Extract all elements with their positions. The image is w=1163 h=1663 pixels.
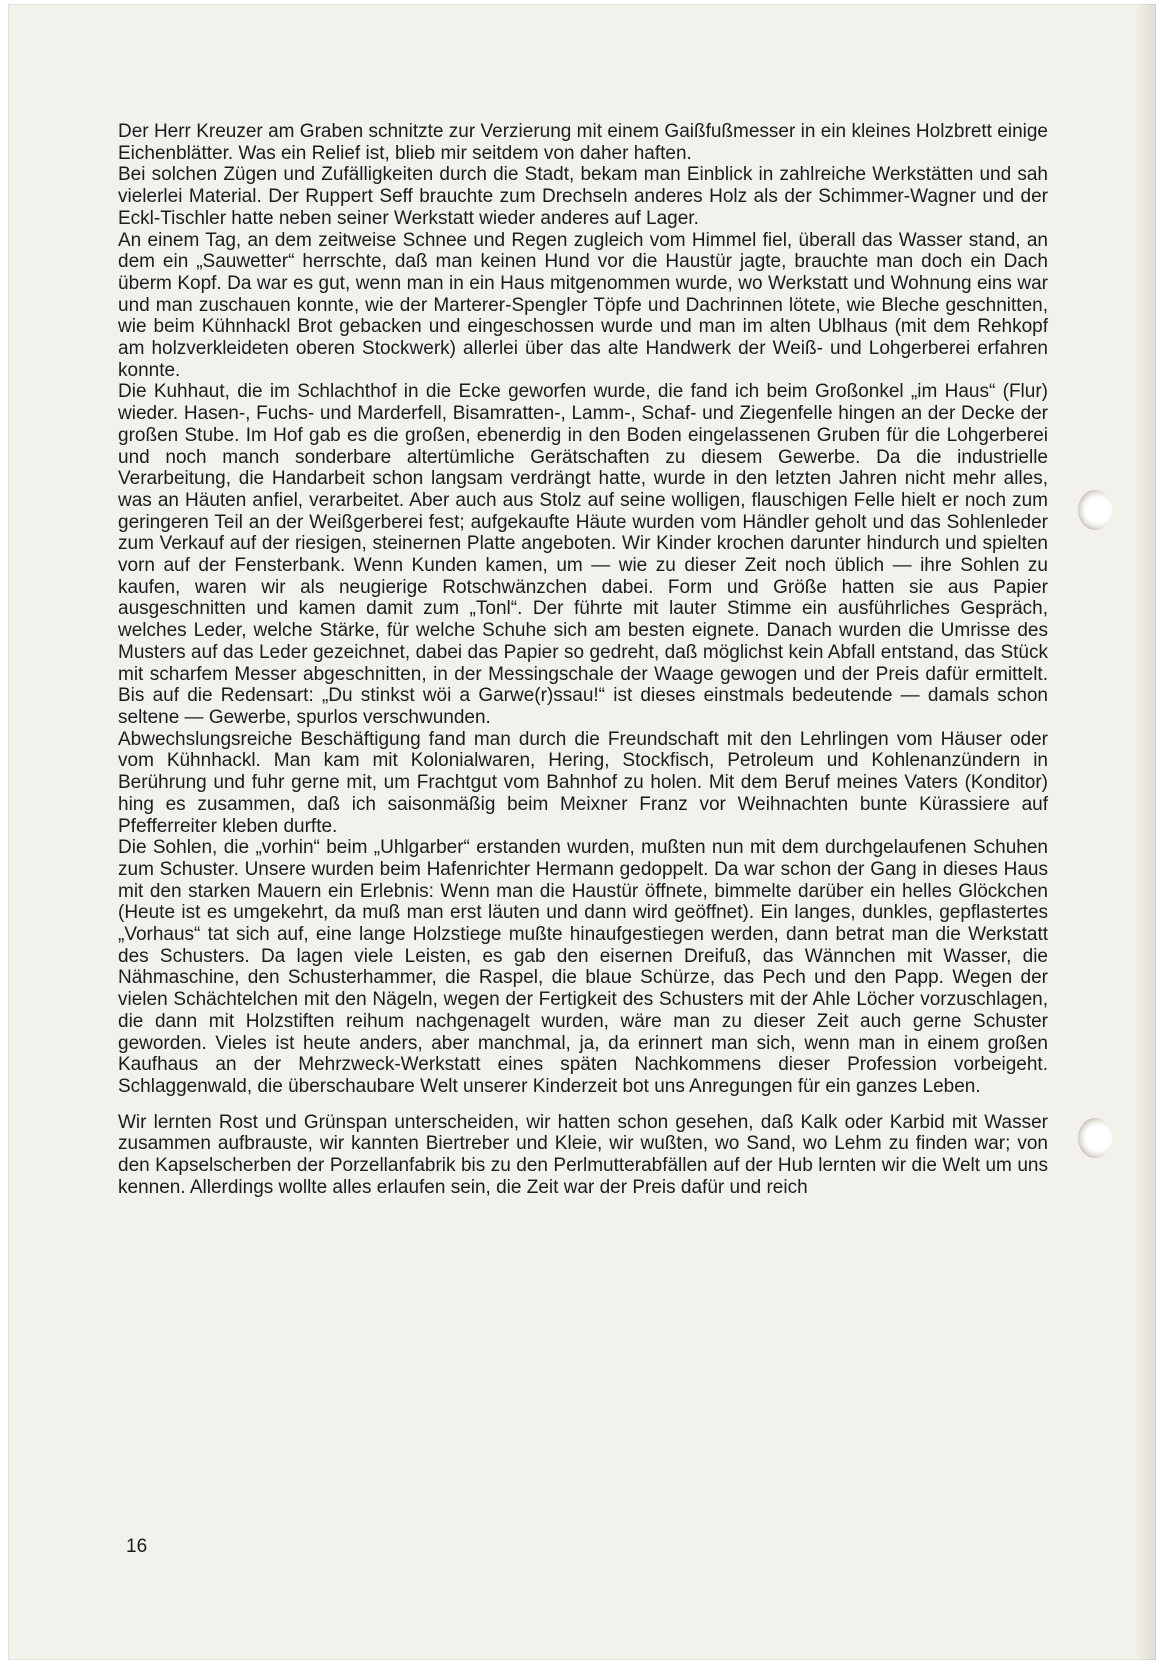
page-number: 16 (126, 1536, 148, 1557)
document-page (8, 4, 1156, 1660)
paragraph: Die Kuhhaut, die im Schlachthof in die Ecke geworfen wurde, die fand ich beim Großonkel „im Haus“ (Flur) wieder. Hasen-, Fuchs- und Marderfell, Bisamratten-, Lamm-, Schaf- und Ziegenfelle hingen an der Decke der großen Stube. Im Hof gab es die großen, ebenerdig in den Boden eingelassenen Gruben für die Lohgerberei und noch manch sonderbare altertümliche Gerätschaften zu diesem Gewerbe. Da die industrielle Verarbeitung, die Handarbeit schon langsam verdrängt hatte, wurde in den letzten Jahren nicht mehr alles, was an Häuten anfiel, verarbeitet. Aber auch aus Stolz auf seine wolligen, flauschigen Felle hielt er noch zum geringeren Teil an der Weißgerberei fest; aufgekaufte Häute wurden vom Händler geholt und das Sohlenleder zum Verkauf auf der riesigen, steinernen Platte angeboten. Wir Kinder krochen darunter hindurch und spielten vorn auf der Fensterbank. Wenn Kunden kamen, um — wie zu dieser Zeit noch üblich — ihre Sohlen zu kaufen, waren wir als neugierige Rotschwänzchen dabei. Form und Größe hatten sie aus Papier ausgeschnitten und kamen damit zum „Tonl“. Der führte mit lauter Stimme ein ausführliches Gespräch, welches Leder, welche Stärke, für welche Schuhe sich am besten eignete. Danach wurden die Umrisse des Musters auf das Leder gezeichnet, dabei das Papier so gedreht, daß möglichst kein Abfall entstand, das Stück mit scharfem Messer abgeschnitten, in der Messingschale der Waage gewogen und der Preis dafür ermittelt. Bis auf die Redensart: „Du stinkst wöi a Garwe(r)ssau!“ ist dieses einstmals bedeutende — damals schon seltene — Gewerbe, spurlos verschwunden. (118, 381, 1048, 728)
paragraph: An einem Tag, an dem zeitweise Schnee und Regen zugleich vom Himmel fiel, überall das Wasser stand, an dem ein „Sauwetter“ herrschte, daß man keinen Hund vor die Haustür jagte, brauchte man doch ein Dach überm Kopf. Da war es gut, wenn man in ein Haus mitgenommen wurde, wo Werkstatt und Wohnung eins war und man zuschauen konnte, wie der Marterer-Spengler Töpfe und Dachrinnen lötete, wie Bleche geschnitten, wie beim Kühnhackl Brot gebacken und eingeschossen wurde und man im alten Ublhaus (mit dem Rehkopf am holzverkleideten oberen Stockwerk) allerlei über das alte Handwerk der Weiß- und Lohgerberei erfahren konnte. (118, 229, 1048, 381)
punch-hole (1078, 1118, 1112, 1158)
paragraph: Wir lernten Rost und Grünspan unterscheiden, wir hatten schon gesehen, daß Kalk oder Karbid mit Wasser zusammen aufbrauste, wir kannten Biertreber und Kleie, wir wußten, wo Sand, wo Lehm zu finden war; von den Kapselscherben der Porzellanfabrik bis zu den Perlmutterabfällen auf der Hub lernten wir die Welt um uns kennen. Allerdings wollte alles erlaufen sein, die Zeit war der Preis dafür und reich (118, 1111, 1048, 1198)
paragraph: Der Herr Kreuzer am Graben schnitzte zur Verzierung mit einem Gaißfußmesser in ein kleines Holzbrett einige Eichenblätter. Was ein Relief ist, blieb mir seitdem von daher haften. (118, 121, 1048, 164)
body-text (118, 121, 1048, 1198)
paragraph: Die Sohlen, die „vorhin“ beim „Uhlgarber“ erstanden wurden, mußten nun mit dem durchgelaufenen Schuhen zum Schuster. Unsere wurden beim Hafenrichter Hermann gedoppelt. Da war schon der Gang in dieses Haus mit den starken Mauern ein Erlebnis: Wenn man die Haustür öffnete, bimmelte darüber ein helles Glöckchen (Heute ist es umgekehrt, da muß man erst läuten und dann wird geöffnet). Ein langes, dunkles, gepflastertes „Vorhaus“ tat sich auf, eine lange Holzstiege mußte hinaufgestiegen werden, dann betrat man die Werkstatt des Schusters. Da lagen viele Leisten, es gab den eisernen Dreifuß, das Wännchen mit Wasser, die Nähmaschine, den Schusterhammer, die Raspel, die blaue Schürze, das Pech und den Papp. Wegen der vielen Schächtelchen mit den Nägeln, wegen der Fertigkeit des Schusters mit der Ahle Löcher vorzuschlagen, die dann mit Holzstiften reihum nachgenagelt wurden, wäre man zu dieser Zeit auch gerne Schuster geworden. Vieles ist heute anders, aber manchmal, ja, da erinnert man sich, wenn man in einem großen Kaufhaus an der Mehrzweck-Werkstatt eines späten Nachkommens dieser Profession vorbeigeht. Schlaggenwald, die überschaubare Welt unserer Kinderzeit bot uns Anregungen für ein ganzes Leben. (118, 837, 1048, 1097)
paragraph: Bei solchen Zügen und Zufälligkeiten durch die Stadt, bekam man Einblick in zahlreiche Werkstätten und sah vielerlei Material. Der Ruppert Seff brauchte zum Drechseln anderes Holz als der Schimmer-Wagner und der Eckl-Tischler hatte neben seiner Werkstatt wieder anderes auf Lager. (118, 164, 1048, 229)
punch-hole (1078, 490, 1112, 530)
paragraph: Abwechslungsreiche Beschäftigung fand man durch die Freundschaft mit den Lehrlingen vom Häuser oder vom Kühnhackl. Man kam mit Kolonialwaren, Hering, Stockfisch, Petroleum und Kohlenanzündern in Berührung und fuhr gerne mit, um Frachtgut vom Bahnhof zu holen. Mit dem Beruf meines Vaters (Konditor) hing es zusammen, daß ich saisonmäßig beim Meixner Franz vor Weihnachten bunte Kürassiere auf Pfefferreiter kleben durfte. (118, 728, 1048, 837)
